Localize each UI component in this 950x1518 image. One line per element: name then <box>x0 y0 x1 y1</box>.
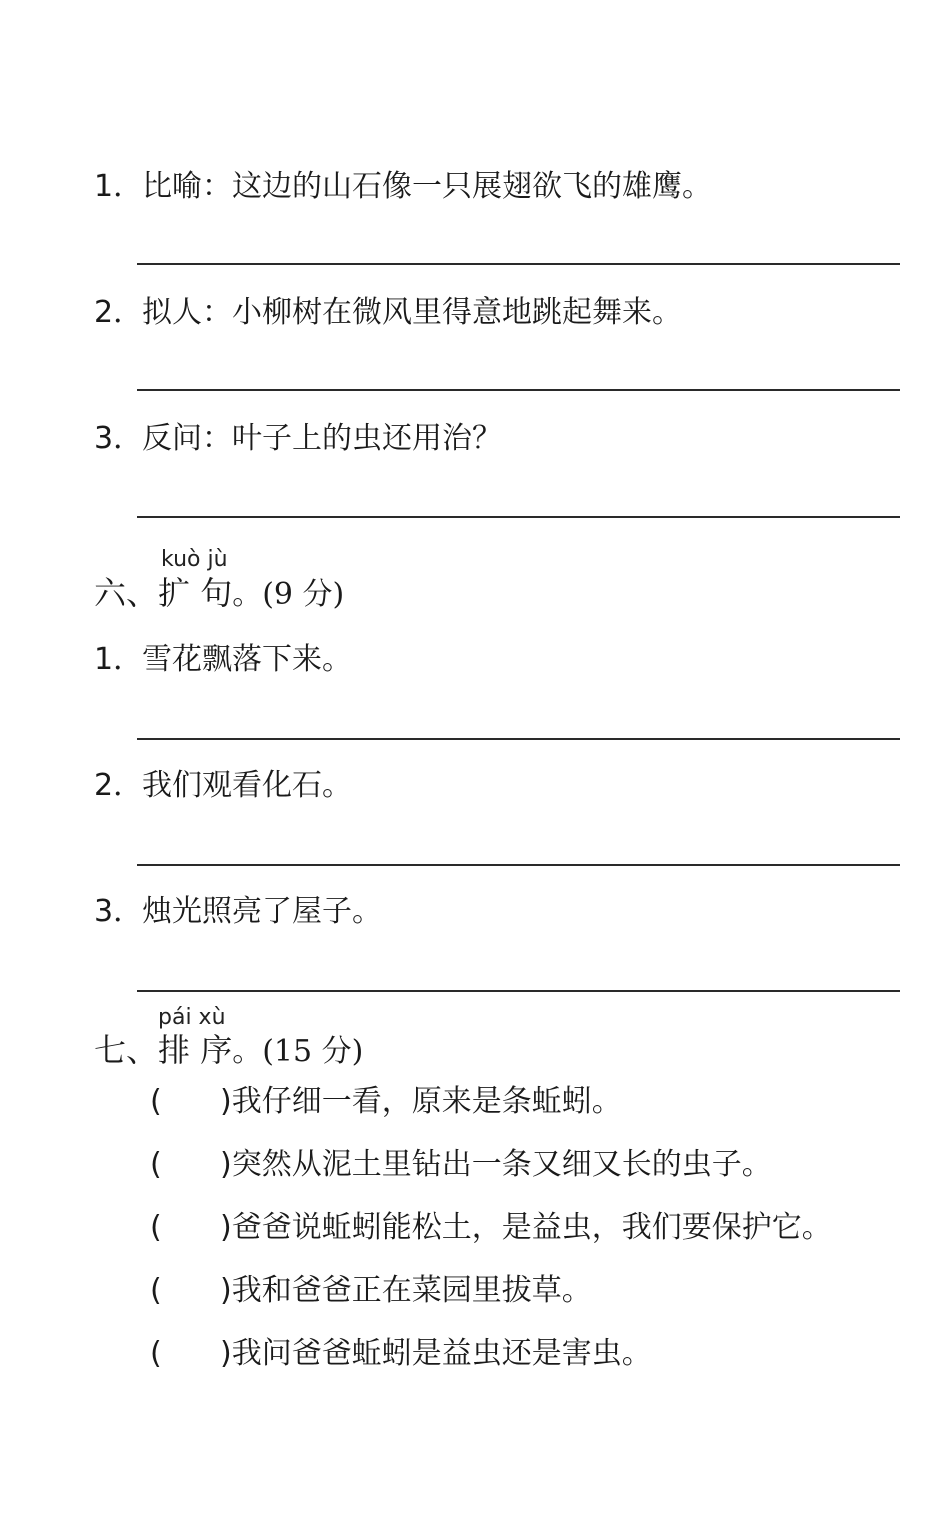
answer-line[interactable] <box>137 516 900 518</box>
section-number: 六、 <box>94 574 159 612</box>
question-number: 1． <box>94 169 144 204</box>
section-title: 扩 句 <box>158 574 233 612</box>
ordering-text: )突然从泥土里钻出一条又细又长的虫子。 <box>220 1147 772 1182</box>
question-number: 3． <box>94 421 144 456</box>
ordering-item <box>150 1211 832 1245</box>
question-item <box>94 895 382 929</box>
question-number: 1． <box>94 642 144 677</box>
question-item <box>94 296 682 330</box>
question-item <box>94 643 352 677</box>
ordering-text: )我和爸爸正在菜园里拔草。 <box>220 1273 592 1308</box>
section-pinyin: pái xù <box>158 1005 226 1030</box>
question-number: 3． <box>94 894 144 929</box>
question-item <box>94 422 502 456</box>
answer-line[interactable] <box>137 389 900 391</box>
answer-blank[interactable]: ( <box>150 1084 162 1119</box>
question-text: 雪花飘落下来。 <box>142 642 352 677</box>
question-text: 烛光照亮了屋子。 <box>142 894 382 929</box>
answer-line[interactable] <box>137 738 900 740</box>
ordering-item <box>150 1337 652 1371</box>
answer-line[interactable] <box>137 263 900 265</box>
ordering-item <box>150 1085 622 1119</box>
ordering-text: )我仔细一看，原来是条蚯蚓。 <box>220 1084 622 1119</box>
section-heading <box>94 575 344 613</box>
answer-line[interactable] <box>137 990 900 992</box>
section-score: 。(15 分) <box>232 1034 364 1069</box>
question-text: 反问：叶子上的虫还用治？ <box>142 421 502 456</box>
ordering-item <box>150 1148 772 1182</box>
answer-blank[interactable]: ( <box>150 1210 162 1245</box>
question-item <box>94 170 712 204</box>
section-pinyin: kuò jù <box>161 547 228 572</box>
answer-blank[interactable]: ( <box>150 1147 162 1182</box>
answer-blank[interactable]: ( <box>150 1273 162 1308</box>
question-text: 比喻：这边的山石像一只展翅欲飞的雄鹰。 <box>142 169 712 204</box>
ordering-text: )爸爸说蚯蚓能松土，是益虫，我们要保护它。 <box>220 1210 832 1245</box>
section-heading <box>94 1032 363 1070</box>
section-score: 。(9 分) <box>232 577 345 612</box>
question-text: 我们观看化石。 <box>142 768 352 803</box>
answer-blank[interactable]: ( <box>150 1336 162 1371</box>
ordering-item <box>150 1274 592 1308</box>
question-item <box>94 769 352 803</box>
question-number: 2． <box>94 295 144 330</box>
section-number: 七、 <box>94 1031 159 1069</box>
answer-line[interactable] <box>137 864 900 866</box>
question-number: 2． <box>94 768 144 803</box>
section-title: 排 序 <box>158 1031 233 1069</box>
question-text: 拟人：小柳树在微风里得意地跳起舞来。 <box>142 295 682 330</box>
ordering-text: )我问爸爸蚯蚓是益虫还是害虫。 <box>220 1336 652 1371</box>
